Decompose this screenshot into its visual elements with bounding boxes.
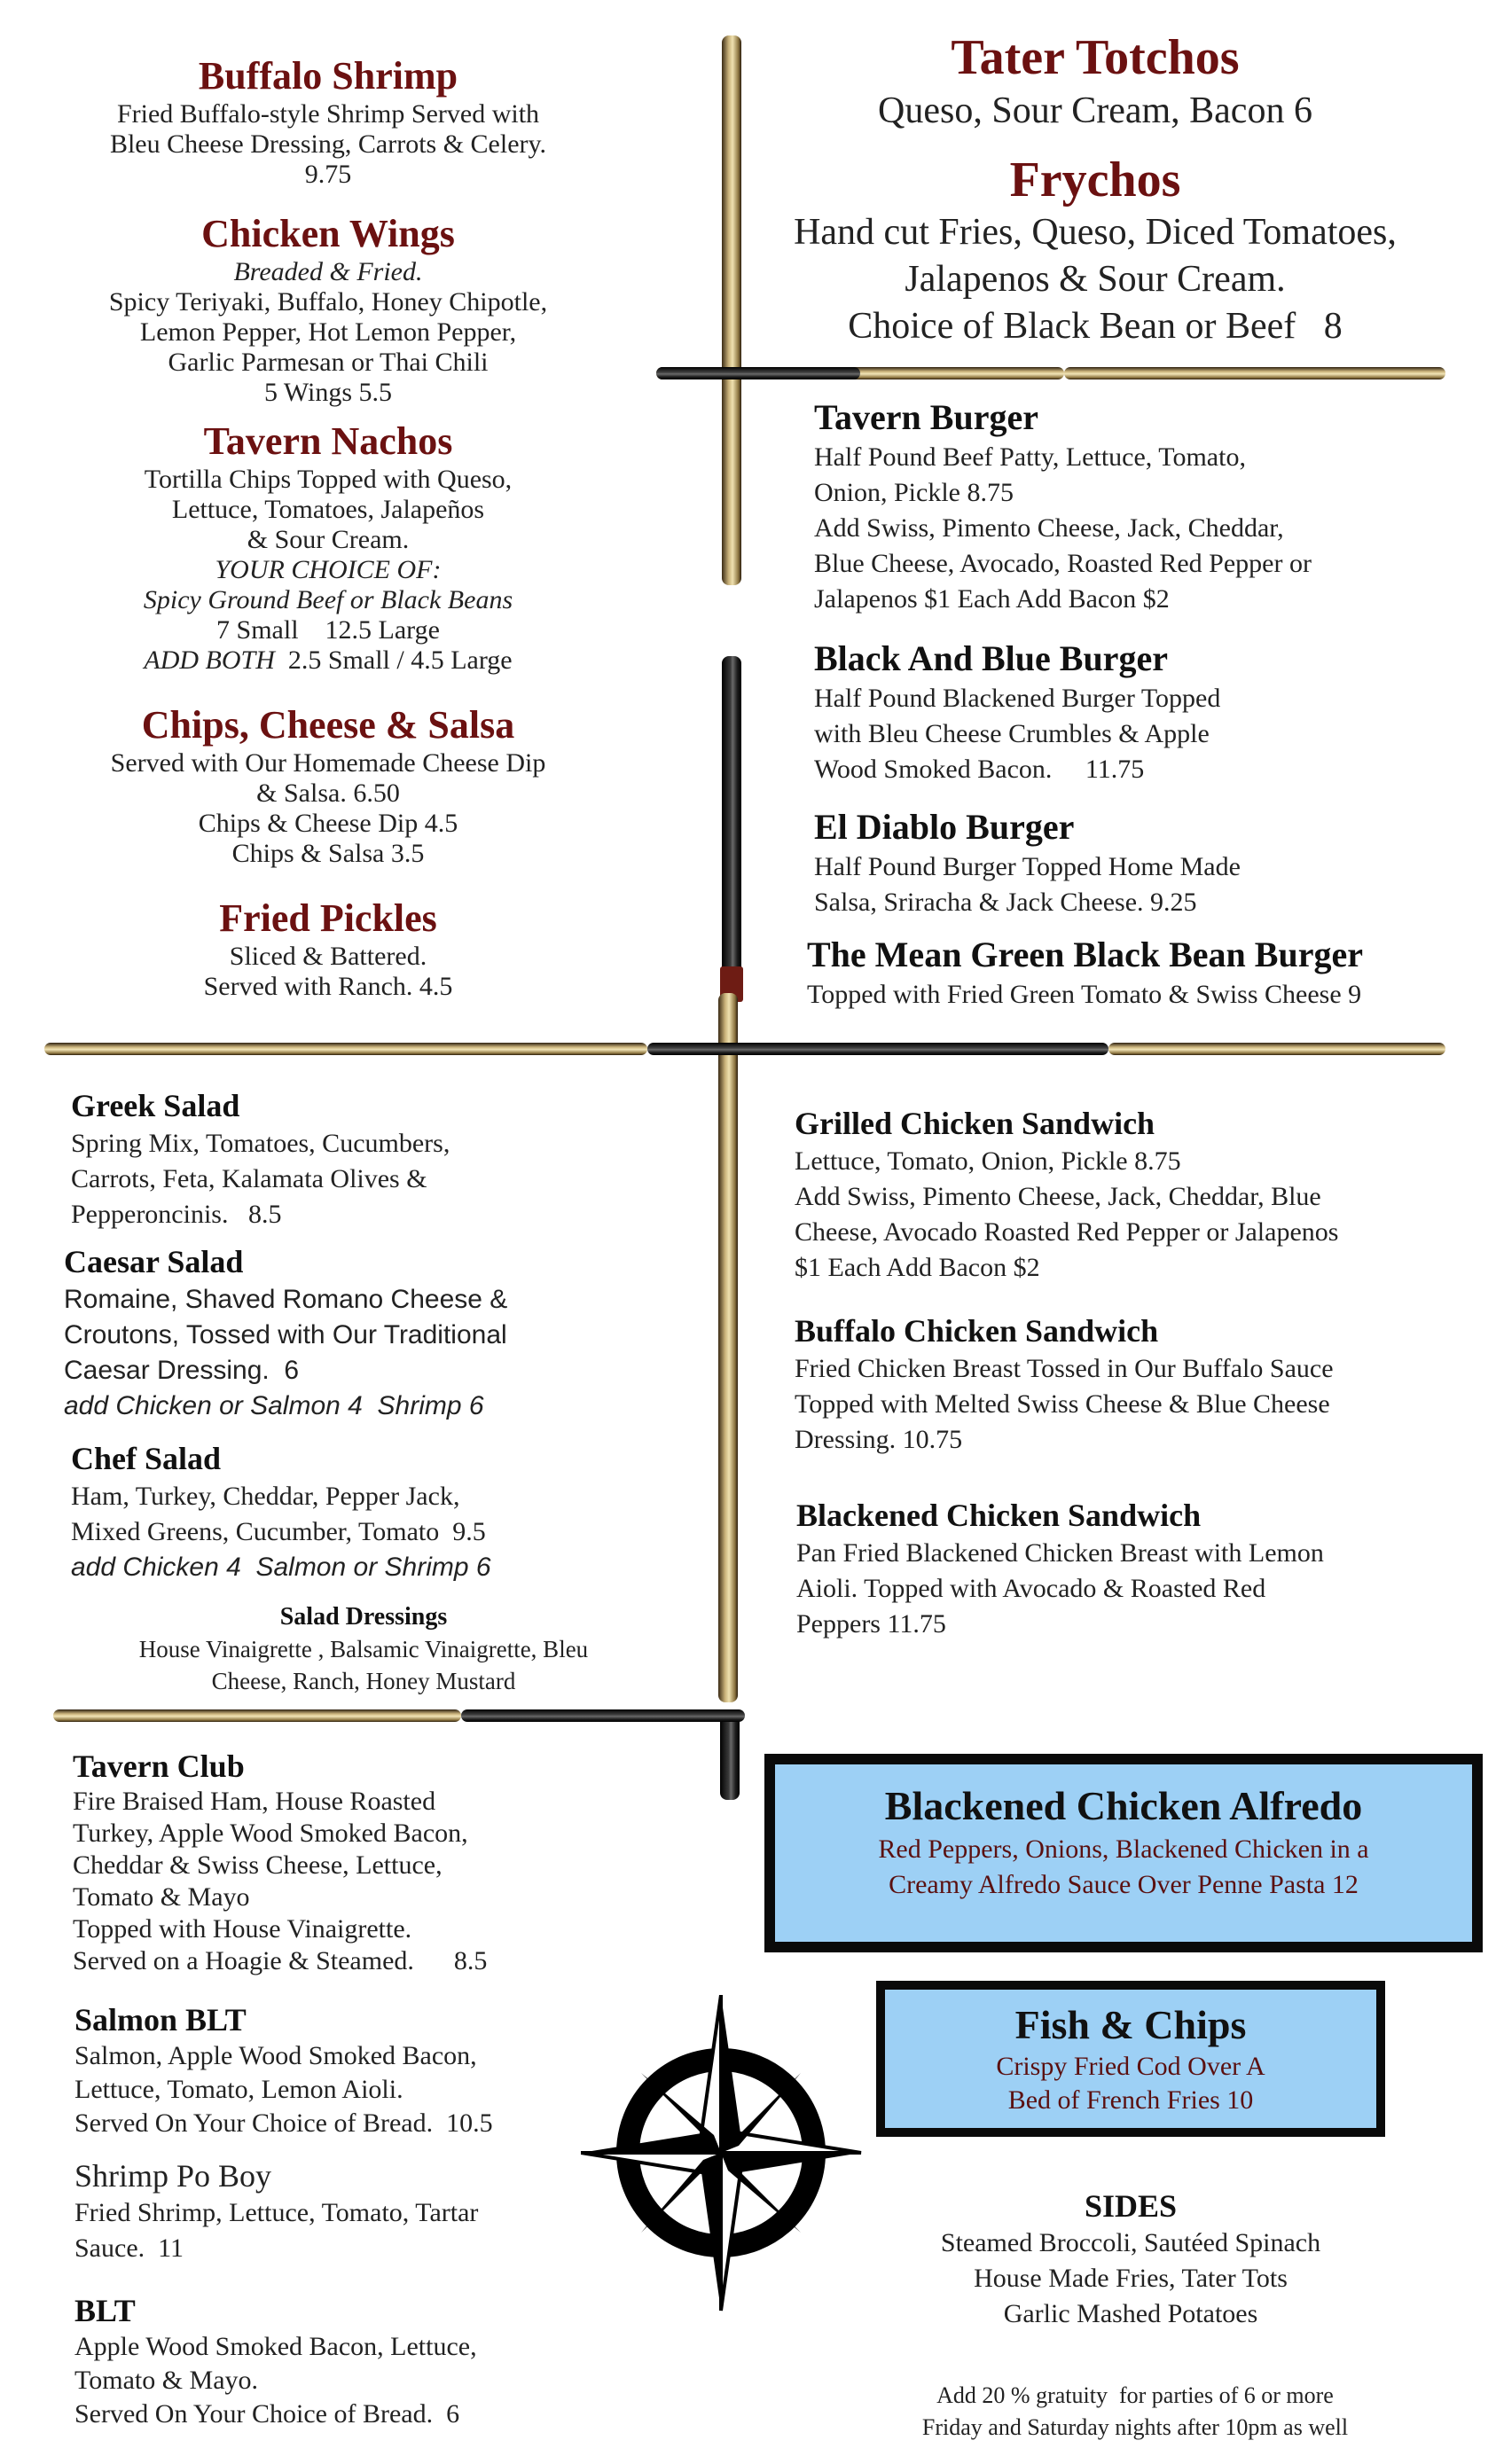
shrimp-po-boy-section — [74, 2156, 642, 2266]
blackened-chicken-title: Blackened Chicken Sandwich — [796, 1498, 1202, 1533]
desc-line: Wood Smoked Bacon. 11.75 — [814, 755, 1145, 784]
desc-line: Half Pound Burger Topped Home Made — [814, 852, 1241, 881]
desc-line: Add Swiss, Pimento Cheese, Jack, Cheddar, — [814, 513, 1284, 543]
desc-line: Served on a Hoagie & Steamed. 8.5 — [73, 1946, 488, 1975]
buffalo-shrimp-title: Buffalo Shrimp — [198, 54, 458, 98]
greek-salad-section — [71, 1085, 692, 1232]
pool-cue-icon — [1064, 367, 1445, 379]
blt-section — [74, 2291, 642, 2431]
desc-line: Bleu Cheese Dressing, Carrots & Celery. — [109, 129, 547, 159]
buffalo-chicken-title: Buffalo Chicken Sandwich — [795, 1313, 1159, 1349]
mean-green-burger-title: The Mean Green Black Bean Burger — [807, 935, 1363, 974]
desc-line: Lettuce, Tomato, Onion, Pickle 8.75 — [795, 1146, 1181, 1176]
desc-line: Steamed Broccoli, Sautéed Spinach — [940, 2228, 1321, 2257]
price: 9.75 — [304, 160, 352, 189]
blackened-chicken-section — [796, 1495, 1470, 1642]
desc-line: Served On Your Choice of Bread. 6 — [74, 2399, 460, 2429]
desc-line: House Made Fries, Tater Tots — [974, 2264, 1288, 2293]
desc-line: $1 Each Add Bacon $2 — [795, 1253, 1040, 1282]
desc-line: Tomato & Mayo — [73, 1882, 250, 1912]
tavern-club-section — [73, 1747, 658, 1977]
tater-totchos-title: Tater Totchos — [951, 30, 1240, 85]
price: 5 Wings 5.5 — [263, 378, 393, 407]
desc-line: with Bleu Cheese Crumbles & Apple — [814, 719, 1210, 748]
el-diablo-burger-section — [814, 805, 1453, 920]
add-on: add Chicken or Salmon 4 Shrimp 6 — [64, 1391, 484, 1420]
tavern-club-title: Tavern Club — [73, 1748, 245, 1784]
pool-cue-icon — [722, 35, 741, 585]
desc-line: & Sour Cream. — [247, 525, 410, 554]
desc-line: Cheese, Avocado Roasted Red Pepper or Jalapenos — [795, 1217, 1339, 1247]
desc-line: Cheese, Ranch, Honey Mustard — [211, 1668, 516, 1694]
gratuity-note — [834, 2380, 1437, 2444]
alfredo-title: Blackened Chicken Alfredo — [884, 1783, 1363, 1828]
fish-chips-title: Fish & Chips — [1014, 2002, 1247, 2047]
desc-line: Fried Buffalo-style Shrimp Served with — [116, 99, 540, 129]
shrimp-po-boy-title: Shrimp Po Boy — [74, 2158, 272, 2194]
chef-salad-title: Chef Salad — [71, 1441, 222, 1476]
desc-line: Tortilla Chips Topped with Queso, — [144, 465, 513, 494]
desc-line: Peppers 11.75 — [796, 1609, 946, 1639]
desc-line: Ham, Turkey, Cheddar, Pepper Jack, — [71, 1482, 460, 1511]
desc-line: Blue Cheese, Avocado, Roasted Red Pepper or — [814, 549, 1312, 578]
desc-line: Topped with Fried Green Tomato & Swiss Cheese 9 — [807, 980, 1362, 1009]
desc-line: Spring Mix, Tomatoes, Cucumbers, — [71, 1129, 450, 1158]
sides-section — [851, 2186, 1410, 2332]
desc-line: Salsa, Sriracha & Jack Cheese. 9.25 — [814, 888, 1197, 917]
desc-line: Fried Shrimp, Lettuce, Tomato, Tartar — [74, 2198, 479, 2227]
desc-line: House Vinaigrette , Balsamic Vinaigrette, Bleu — [138, 1636, 589, 1662]
greek-salad-title: Greek Salad — [71, 1088, 240, 1123]
pool-cue-icon — [720, 1711, 740, 1800]
desc-line: Topped with House Vinaigrette. — [73, 1914, 412, 1944]
choice: Spicy Ground Beef or Black Beans — [143, 585, 513, 614]
sides-title: SIDES — [1084, 2188, 1178, 2224]
desc-line: Friday and Saturday nights after 10pm as well — [921, 2414, 1349, 2440]
add-price: 2.5 Small / 4.5 Large — [287, 645, 513, 675]
fried-pickles-title: Fried Pickles — [219, 896, 437, 940]
desc-line: Half Pound Blackened Burger Topped — [814, 684, 1221, 713]
desc-line: Creamy Alfredo Sauce Over Penne Pasta 12 — [889, 1870, 1359, 1899]
desc-line: Apple Wood Smoked Bacon, Lettuce, — [74, 2332, 477, 2361]
desc-line: Chips & Salsa 3.5 — [231, 839, 425, 868]
pool-cue-icon — [718, 993, 738, 1702]
desc-line: Lettuce, Tomatoes, Jalapeños — [171, 495, 485, 524]
desc-line: Pepperoncinis. 8.5 — [71, 1200, 282, 1229]
salad-dressings-section — [71, 1601, 656, 1697]
desc-line: Spicy Teriyaki, Buffalo, Honey Chipotle, — [108, 287, 548, 317]
choice-label: YOUR CHOICE OF: — [215, 555, 442, 584]
caesar-salad-title: Caesar Salad — [64, 1244, 244, 1279]
black-blue-burger-title: Black And Blue Burger — [814, 638, 1168, 678]
desc-line: Bed of French Fries 10 — [1007, 2085, 1254, 2115]
desc-line: & Salsa. 6.50 — [256, 778, 400, 808]
salmon-blt-section — [74, 2000, 642, 2140]
desc-line: Lettuce, Tomato, Lemon Aioli. — [74, 2075, 403, 2104]
desc-line: Chips & Cheese Dip 4.5 — [198, 809, 458, 838]
buffalo-chicken-section — [795, 1310, 1469, 1458]
pool-cue-icon — [656, 367, 860, 379]
desc-line: Dressing. 10.75 — [795, 1425, 963, 1454]
add-label: ADD BOTH — [144, 645, 275, 675]
salad-dressings-title: Salad Dressings — [279, 1603, 448, 1631]
desc-line: Hand cut Fries, Queso, Diced Tomatoes, — [794, 212, 1397, 253]
buffalo-shrimp-section — [35, 53, 621, 190]
desc-line: Served On Your Choice of Bread. 10.5 — [74, 2108, 493, 2138]
desc-line: Served with Our Homemade Cheese Dip — [110, 748, 546, 778]
pool-cue-icon — [44, 1043, 647, 1055]
chicken-wings-section — [35, 211, 621, 408]
desc-line: Romaine, Shaved Romano Cheese & — [64, 1285, 508, 1314]
fish-chips-box — [876, 1981, 1385, 2137]
chicken-wings-title: Chicken Wings — [201, 212, 455, 255]
desc-line: Garlic Parmesan or Thai Chili — [168, 348, 489, 377]
black-blue-burger-section — [814, 637, 1453, 787]
compass-rose-icon — [581, 1995, 865, 2314]
desc-line: Garlic Mashed Potatoes — [1003, 2299, 1258, 2328]
desc-line: Add 20 % gratuity for parties of 6 or more — [936, 2382, 1334, 2408]
el-diablo-burger-title: El Diablo Burger — [814, 807, 1075, 847]
desc-line: Carrots, Feta, Kalamata Olives & — [71, 1164, 427, 1193]
grilled-chicken-title: Grilled Chicken Sandwich — [795, 1106, 1155, 1141]
grilled-chicken-section — [795, 1103, 1469, 1286]
desc-line: Cheddar & Swiss Cheese, Lettuce, — [73, 1850, 443, 1880]
desc-line: Served with Ranch. 4.5 — [203, 972, 453, 1001]
desc-line: Pan Fried Blackened Chicken Breast with Lemon — [796, 1538, 1324, 1568]
desc-line: Lemon Pepper, Hot Lemon Pepper, — [139, 317, 517, 347]
frychos-section — [763, 151, 1428, 350]
desc-line: Crispy Fried Cod Over A — [996, 2052, 1265, 2081]
desc-line: Add Swiss, Pimento Cheese, Jack, Cheddar, Blue — [795, 1182, 1321, 1211]
add-on: add Chicken 4 Salmon or Shrimp 6 — [71, 1553, 491, 1582]
mean-green-burger-section — [807, 933, 1463, 1013]
pool-cue-icon — [1108, 1043, 1445, 1055]
tavern-nachos-title: Tavern Nachos — [203, 419, 453, 463]
desc-line: Half Pound Beef Patty, Lettuce, Tomato, — [814, 442, 1246, 472]
desc-line: Fried Chicken Breast Tossed in Our Buffalo Sauce — [795, 1354, 1334, 1383]
desc-line: Salmon, Apple Wood Smoked Bacon, — [74, 2041, 477, 2070]
caesar-salad-section — [64, 1241, 685, 1424]
chef-salad-section — [71, 1438, 692, 1585]
desc-line: Sliced & Battered. — [229, 942, 427, 971]
desc-line: Turkey, Apple Wood Smoked Bacon, — [73, 1819, 468, 1848]
desc-line: Mixed Greens, Cucumber, Tomato 9.5 — [71, 1517, 486, 1546]
desc-line: Fire Braised Ham, House Roasted — [73, 1787, 436, 1816]
chips-cheese-salsa-section — [35, 702, 621, 869]
tavern-nachos-section — [35, 418, 621, 676]
desc-line: Red Peppers, Onions, Blackened Chicken in a — [878, 1834, 1369, 1864]
desc-line: Jalapenos & Sour Cream. — [905, 259, 1286, 300]
tavern-burger-title: Tavern Burger — [814, 397, 1038, 437]
desc-line: Onion, Pickle 8.75 — [814, 478, 1014, 507]
desc-line: Croutons, Tossed with Our Traditional — [64, 1320, 507, 1349]
pool-cue-icon — [461, 1709, 745, 1722]
pool-cue-icon — [647, 1043, 1108, 1055]
desc-line: Jalapenos $1 Each Add Bacon $2 — [814, 584, 1170, 614]
chips-cheese-salsa-title: Chips, Cheese & Salsa — [141, 703, 515, 747]
pool-cue-icon — [722, 656, 741, 975]
pool-cue-icon — [53, 1709, 461, 1722]
salmon-blt-title: Salmon BLT — [74, 2002, 247, 2038]
fried-pickles-section — [35, 896, 621, 1002]
desc-line: Sauce. 11 — [74, 2233, 184, 2263]
subtitle: Breaded & Fried. — [233, 257, 423, 286]
price: 7 Small 12.5 Large — [216, 615, 440, 645]
tavern-burger-section — [814, 395, 1453, 617]
desc-line: Caesar Dressing. 6 — [64, 1356, 300, 1385]
blt-title: BLT — [74, 2293, 136, 2328]
desc-line: Aioli. Topped with Avocado & Roasted Red — [796, 1574, 1266, 1603]
alfredo-box — [764, 1754, 1483, 1952]
frychos-title: Frychos — [1009, 153, 1181, 207]
desc-line: Tomato & Mayo. — [74, 2366, 259, 2395]
desc-line: Choice of Black Bean or Beef 8 — [848, 306, 1343, 347]
desc-line: Topped with Melted Swiss Cheese & Blue Cheese — [795, 1389, 1330, 1419]
tater-totchos-section — [780, 28, 1410, 135]
desc-line: Queso, Sour Cream, Bacon 6 — [878, 90, 1312, 131]
